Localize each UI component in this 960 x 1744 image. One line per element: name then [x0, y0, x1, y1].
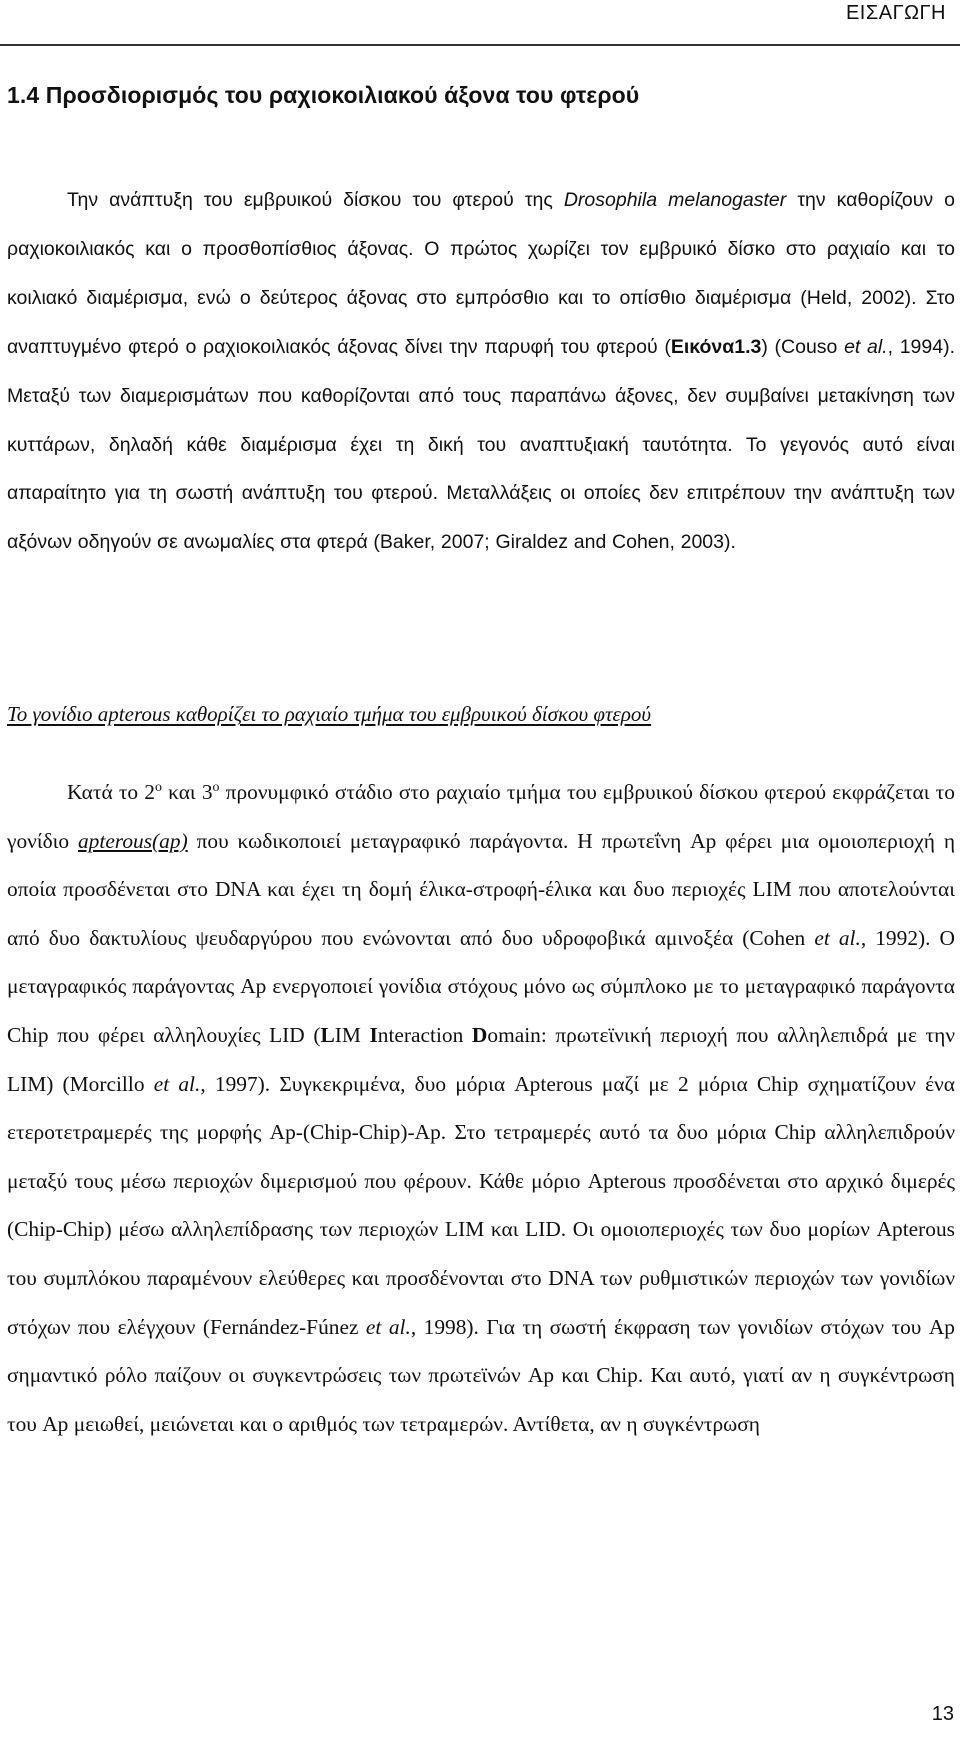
citation-et-al: et al.	[153, 1071, 201, 1096]
section-title: 1.4 Προσδιορισμός του ραχιοκοιλιακού άξονα του φτερού	[7, 82, 640, 108]
page-number: 13	[931, 1703, 954, 1725]
paragraph-text: την καθορίζουν ο ραχιοκοιλιακός και ο προσθοπίσθιος άξονας. Ο πρώτος χωρίζει τον εμβρυικό δίσκο στο ραχιαίο και το κοιλιακό διαμέρισμα, ενώ ο δεύτερος άξονας στο εμπρόσθιο και το οπίσθιο διαμέρισμα (Held, 2002). Στο αναπτυγμένο φτερό ο ραχιοκοιλιακός άξονας δίνει την παρυφή του φτερού (	[7, 189, 956, 358]
header-rule	[0, 44, 960, 46]
paragraph-apterous	[7, 768, 955, 1448]
ordinal-superscript: ο	[155, 779, 162, 795]
paragraph-text: που κωδικοποιεί μεταγραφικό παράγοντα. Η πρωτεΐνη Ap φέρει μια ομοιοπεριοχή η οποία προσδένεται στο DNA και έχει τη δομή έλικα-στροφή-έλικα και δυο περιοχές LIM που αποτελούνται από δυο δακτυλίους ψευδαργύρου που ενώνονται από δυο υδροφοβικά αμινοξέα (Cohen	[7, 828, 956, 950]
paragraph-text: Κατά το 2	[67, 780, 155, 804]
acronym-letter: I	[369, 1022, 378, 1047]
paragraph-text: Την ανάπτυξη του εμβρυικού δίσκου του φτερού της	[67, 189, 564, 211]
acronym-letter: L	[320, 1022, 335, 1047]
paragraph-text: , 1997). Συγκεκριμένα, δυο μόρια Apterous μαζί με 2 μόρια Chip σχηματίζουν ένα ετεροτετραμερές της μορφής Ap-(Chip-Chip)-Ap. Στο τετραμερές αυτό τα δυο μόρια Chip αλληλεπιδρούν μεταξύ τους μέσω περιοχών διμερισμού που φέρουν. Κάθε μόριο Apterous προσδένεται στο αρχικό διμερές (Chip-Chip) μέσω αλληλεπίδρασης των περιοχών LIM και LID. Οι ομοιοπεριοχές των δυο μορίων Apterous του συμπλόκου παραμένουν ελεύθερες και προσδένονται στο DNA των ρυθμιστικών περιοχών των γονιδίων στόχων που ελέγχουν (Fernández-Fúnez	[7, 1071, 955, 1339]
paragraph-text: IM	[334, 1022, 370, 1047]
paragraph-text: ) (Couso	[761, 335, 845, 358]
acronym-letter: D	[471, 1022, 488, 1047]
species-name: Drosophila melanogaster	[563, 189, 787, 211]
paragraph-text: , 1992). Ο μεταγραφικός παράγοντας Ap ενεργοποιεί γονίδια στόχους μόνο ως σύμπλοκο με το μεταγραφικό παράγοντα Chip που φέρει αλληλουχίες LID (	[7, 925, 956, 1047]
subsection-heading: Το γονίδιο apterous καθορίζει το ραχιαίο τμήμα του εμβρυικού δίσκου φτερού	[7, 702, 652, 726]
paragraph-dorsoventral-axis	[7, 176, 955, 567]
gene-name: apterous(ap)	[77, 828, 188, 853]
paragraph-text: και 3	[161, 780, 213, 804]
ordinal-superscript: ο	[212, 779, 220, 795]
figure-reference: Εικόνα1.3	[670, 335, 762, 358]
paragraph-text: προνυμφικό στάδιο στο ραχιαίο τμήμα του εμβρυικού δίσκου φτερού εκφράζεται το γονίδιο	[7, 780, 955, 853]
running-header: ΕΙΣΑΓΩΓΗ	[845, 2, 946, 24]
citation-et-al: et al.	[814, 925, 861, 950]
citation-et-al: et al.	[844, 335, 888, 358]
paragraph-text: omain: πρωτεϊνική περιοχή που αλληλεπιδρά με την LIM) (Morcillo	[7, 1022, 956, 1096]
paragraph-text: , 1994). Μεταξύ των διαμερισμάτων που καθορίζονται από τους παραπάνω άξονες, δεν συμβαίνει μετακίνηση των κυττάρων, δηλαδή κάθε διαμέρισμα έχει τη δική του αναπτυξιακή ταυτότητα. Το γεγονός αυτό είναι απαραίτητο για τη σωστή ανάπτυξη του φτερού. Μεταλλάξεις οι οποίες δεν επιτρέπουν την ανάπτυξη των αξόνων οδηγούν σε ανωμαλίες στα φτερά (Baker, 2007; Giraldez and Cohen, 2003).	[7, 335, 955, 554]
paragraph-text: nteraction	[377, 1022, 472, 1047]
citation-et-al: et al.	[365, 1314, 411, 1339]
paragraph-text: , 1998). Για τη σωστή έκφραση των γονιδίων στόχων του Ap σημαντικό ρόλο παίζουν οι συγκεντρώσεις των πρωτεϊνών Ap και Chip. Και αυτό, γιατί αν η συγκέντρωση του Ap μειωθεί, μειώνεται και ο αριθμός των τετραμερών. Αντίθετα, αν η συγκέντρωση	[7, 1314, 955, 1436]
